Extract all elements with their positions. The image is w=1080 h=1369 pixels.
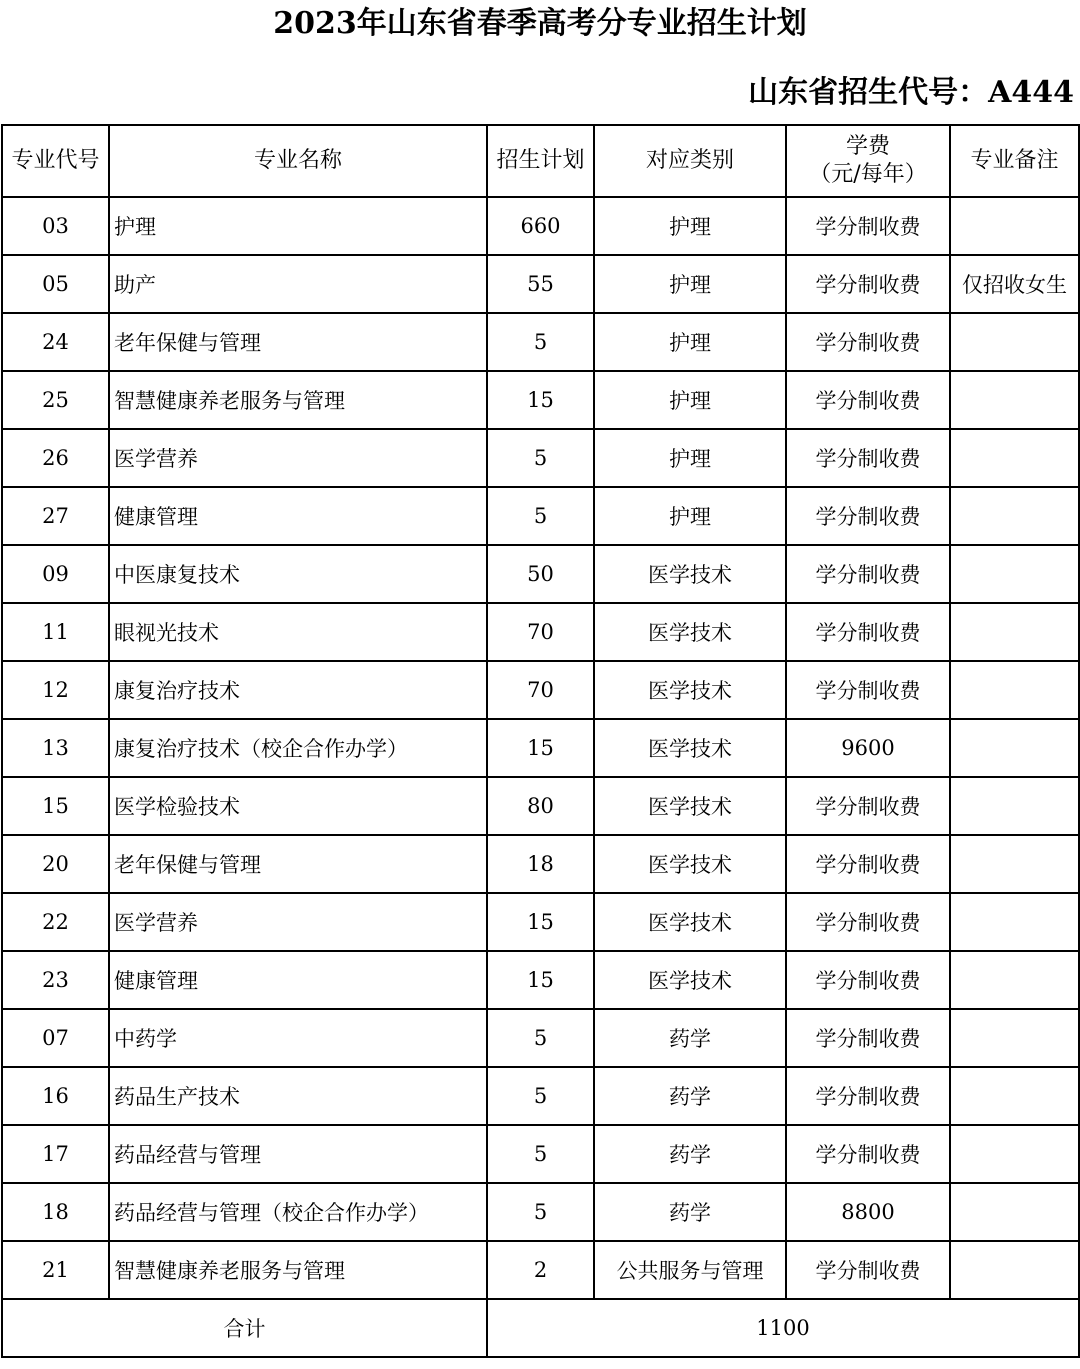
cell-fee: 学分制收费 <box>786 951 950 1009</box>
cell-fee: 学分制收费 <box>786 1241 950 1299</box>
cell-name: 智慧健康养老服务与管理 <box>109 1241 487 1299</box>
cell-plan: 15 <box>487 951 594 1009</box>
cell-note <box>950 835 1079 893</box>
cell-category: 药学 <box>594 1009 786 1067</box>
cell-note <box>950 197 1079 255</box>
table-row <box>2 777 1079 835</box>
cell-note <box>950 1009 1079 1067</box>
header-note: 专业备注 <box>950 125 1079 197</box>
table-row <box>2 1241 1079 1299</box>
table-row <box>2 487 1079 545</box>
cell-note: 仅招收女生 <box>950 255 1079 313</box>
cell-code: 13 <box>2 719 109 777</box>
cell-code: 22 <box>2 893 109 951</box>
cell-category: 医学技术 <box>594 835 786 893</box>
cell-plan: 5 <box>487 1125 594 1183</box>
cell-code: 24 <box>2 313 109 371</box>
header-fee-line2: （元/每年） <box>809 162 927 187</box>
total-row <box>2 1299 1079 1357</box>
table-row <box>2 1067 1079 1125</box>
total-label: 合计 <box>2 1299 487 1357</box>
cell-plan: 5 <box>487 1183 594 1241</box>
cell-fee: 学分制收费 <box>786 1067 950 1125</box>
table-row <box>2 429 1079 487</box>
cell-note <box>950 313 1079 371</box>
cell-category: 医学技术 <box>594 603 786 661</box>
cell-code: 18 <box>2 1183 109 1241</box>
cell-name: 医学营养 <box>109 893 487 951</box>
cell-code: 16 <box>2 1067 109 1125</box>
cell-note <box>950 1067 1079 1125</box>
table-row <box>2 835 1079 893</box>
cell-name: 助产 <box>109 255 487 313</box>
cell-category: 药学 <box>594 1125 786 1183</box>
header-fee <box>786 125 950 197</box>
table-row <box>2 951 1079 1009</box>
cell-fee: 学分制收费 <box>786 603 950 661</box>
table-row <box>2 893 1079 951</box>
cell-note <box>950 371 1079 429</box>
cell-plan: 18 <box>487 835 594 893</box>
cell-name: 老年保健与管理 <box>109 313 487 371</box>
cell-code: 12 <box>2 661 109 719</box>
header-code: 专业代号 <box>2 125 109 197</box>
total-value: 1100 <box>487 1299 1079 1357</box>
cell-category: 医学技术 <box>594 661 786 719</box>
cell-plan: 5 <box>487 429 594 487</box>
cell-name: 医学检验技术 <box>109 777 487 835</box>
cell-plan: 70 <box>487 661 594 719</box>
table-row <box>2 255 1079 313</box>
table-row <box>2 1125 1079 1183</box>
cell-name: 医学营养 <box>109 429 487 487</box>
table-row <box>2 545 1079 603</box>
cell-category: 护理 <box>594 487 786 545</box>
cell-code: 17 <box>2 1125 109 1183</box>
cell-fee: 学分制收费 <box>786 255 950 313</box>
cell-fee: 学分制收费 <box>786 1125 950 1183</box>
cell-note <box>950 1183 1079 1241</box>
cell-name: 康复治疗技术（校企合作办学） <box>109 719 487 777</box>
cell-name: 药品生产技术 <box>109 1067 487 1125</box>
cell-category: 护理 <box>594 371 786 429</box>
cell-code: 07 <box>2 1009 109 1067</box>
cell-name: 智慧健康养老服务与管理 <box>109 371 487 429</box>
table-row <box>2 1183 1079 1241</box>
cell-code: 21 <box>2 1241 109 1299</box>
cell-plan: 55 <box>487 255 594 313</box>
cell-code: 09 <box>2 545 109 603</box>
cell-note <box>950 893 1079 951</box>
cell-name: 健康管理 <box>109 487 487 545</box>
table-row <box>2 661 1079 719</box>
cell-fee: 学分制收费 <box>786 371 950 429</box>
cell-name: 药品经营与管理（校企合作办学） <box>109 1183 487 1241</box>
cell-plan: 5 <box>487 1009 594 1067</box>
cell-category: 护理 <box>594 197 786 255</box>
cell-plan: 660 <box>487 197 594 255</box>
cell-fee: 学分制收费 <box>786 835 950 893</box>
cell-name: 康复治疗技术 <box>109 661 487 719</box>
cell-fee: 学分制收费 <box>786 313 950 371</box>
cell-note <box>950 777 1079 835</box>
cell-code: 15 <box>2 777 109 835</box>
cell-code: 05 <box>2 255 109 313</box>
table-row <box>2 313 1079 371</box>
cell-fee: 学分制收费 <box>786 777 950 835</box>
cell-category: 医学技术 <box>594 893 786 951</box>
cell-note <box>950 1125 1079 1183</box>
cell-category: 护理 <box>594 313 786 371</box>
cell-code: 11 <box>2 603 109 661</box>
enrollment-plan-table <box>1 124 1080 1358</box>
admission-code: 山东省招生代号：A444 <box>748 75 1074 110</box>
cell-category: 医学技术 <box>594 777 786 835</box>
table-row <box>2 197 1079 255</box>
cell-note <box>950 487 1079 545</box>
cell-code: 27 <box>2 487 109 545</box>
cell-fee: 学分制收费 <box>786 545 950 603</box>
table-row <box>2 1009 1079 1067</box>
cell-name: 老年保健与管理 <box>109 835 487 893</box>
cell-code: 25 <box>2 371 109 429</box>
cell-category: 医学技术 <box>594 951 786 1009</box>
table-header-row <box>2 125 1079 197</box>
cell-fee: 学分制收费 <box>786 487 950 545</box>
cell-plan: 5 <box>487 487 594 545</box>
cell-fee: 学分制收费 <box>786 661 950 719</box>
cell-name: 中医康复技术 <box>109 545 487 603</box>
cell-plan: 15 <box>487 371 594 429</box>
cell-fee: 9600 <box>786 719 950 777</box>
cell-plan: 2 <box>487 1241 594 1299</box>
cell-plan: 80 <box>487 777 594 835</box>
cell-plan: 15 <box>487 893 594 951</box>
cell-note <box>950 1241 1079 1299</box>
cell-fee: 学分制收费 <box>786 429 950 487</box>
header-name: 专业名称 <box>109 125 487 197</box>
page-title: 2023年山东省春季高考分专业招生计划 <box>273 6 807 41</box>
table-row <box>2 719 1079 777</box>
cell-category: 药学 <box>594 1067 786 1125</box>
cell-fee: 学分制收费 <box>786 893 950 951</box>
cell-plan: 15 <box>487 719 594 777</box>
header-category: 对应类别 <box>594 125 786 197</box>
cell-code: 20 <box>2 835 109 893</box>
cell-code: 26 <box>2 429 109 487</box>
table-row <box>2 371 1079 429</box>
cell-name: 药品经营与管理 <box>109 1125 487 1183</box>
cell-name: 健康管理 <box>109 951 487 1009</box>
cell-category: 药学 <box>594 1183 786 1241</box>
header-fee-line1: 学费 <box>845 134 890 159</box>
cell-category: 护理 <box>594 255 786 313</box>
cell-category: 公共服务与管理 <box>594 1241 786 1299</box>
cell-note <box>950 719 1079 777</box>
cell-plan: 5 <box>487 1067 594 1125</box>
header-plan: 招生计划 <box>487 125 594 197</box>
cell-code: 23 <box>2 951 109 1009</box>
cell-fee: 8800 <box>786 1183 950 1241</box>
cell-plan: 50 <box>487 545 594 603</box>
cell-category: 护理 <box>594 429 786 487</box>
cell-note <box>950 951 1079 1009</box>
cell-note <box>950 661 1079 719</box>
cell-plan: 5 <box>487 313 594 371</box>
cell-note <box>950 603 1079 661</box>
cell-name: 眼视光技术 <box>109 603 487 661</box>
cell-category: 医学技术 <box>594 719 786 777</box>
cell-fee: 学分制收费 <box>786 197 950 255</box>
cell-category: 医学技术 <box>594 545 786 603</box>
cell-plan: 70 <box>487 603 594 661</box>
cell-name: 中药学 <box>109 1009 487 1067</box>
table-row <box>2 603 1079 661</box>
cell-note <box>950 429 1079 487</box>
cell-name: 护理 <box>109 197 487 255</box>
cell-fee: 学分制收费 <box>786 1009 950 1067</box>
cell-code: 03 <box>2 197 109 255</box>
cell-note <box>950 545 1079 603</box>
